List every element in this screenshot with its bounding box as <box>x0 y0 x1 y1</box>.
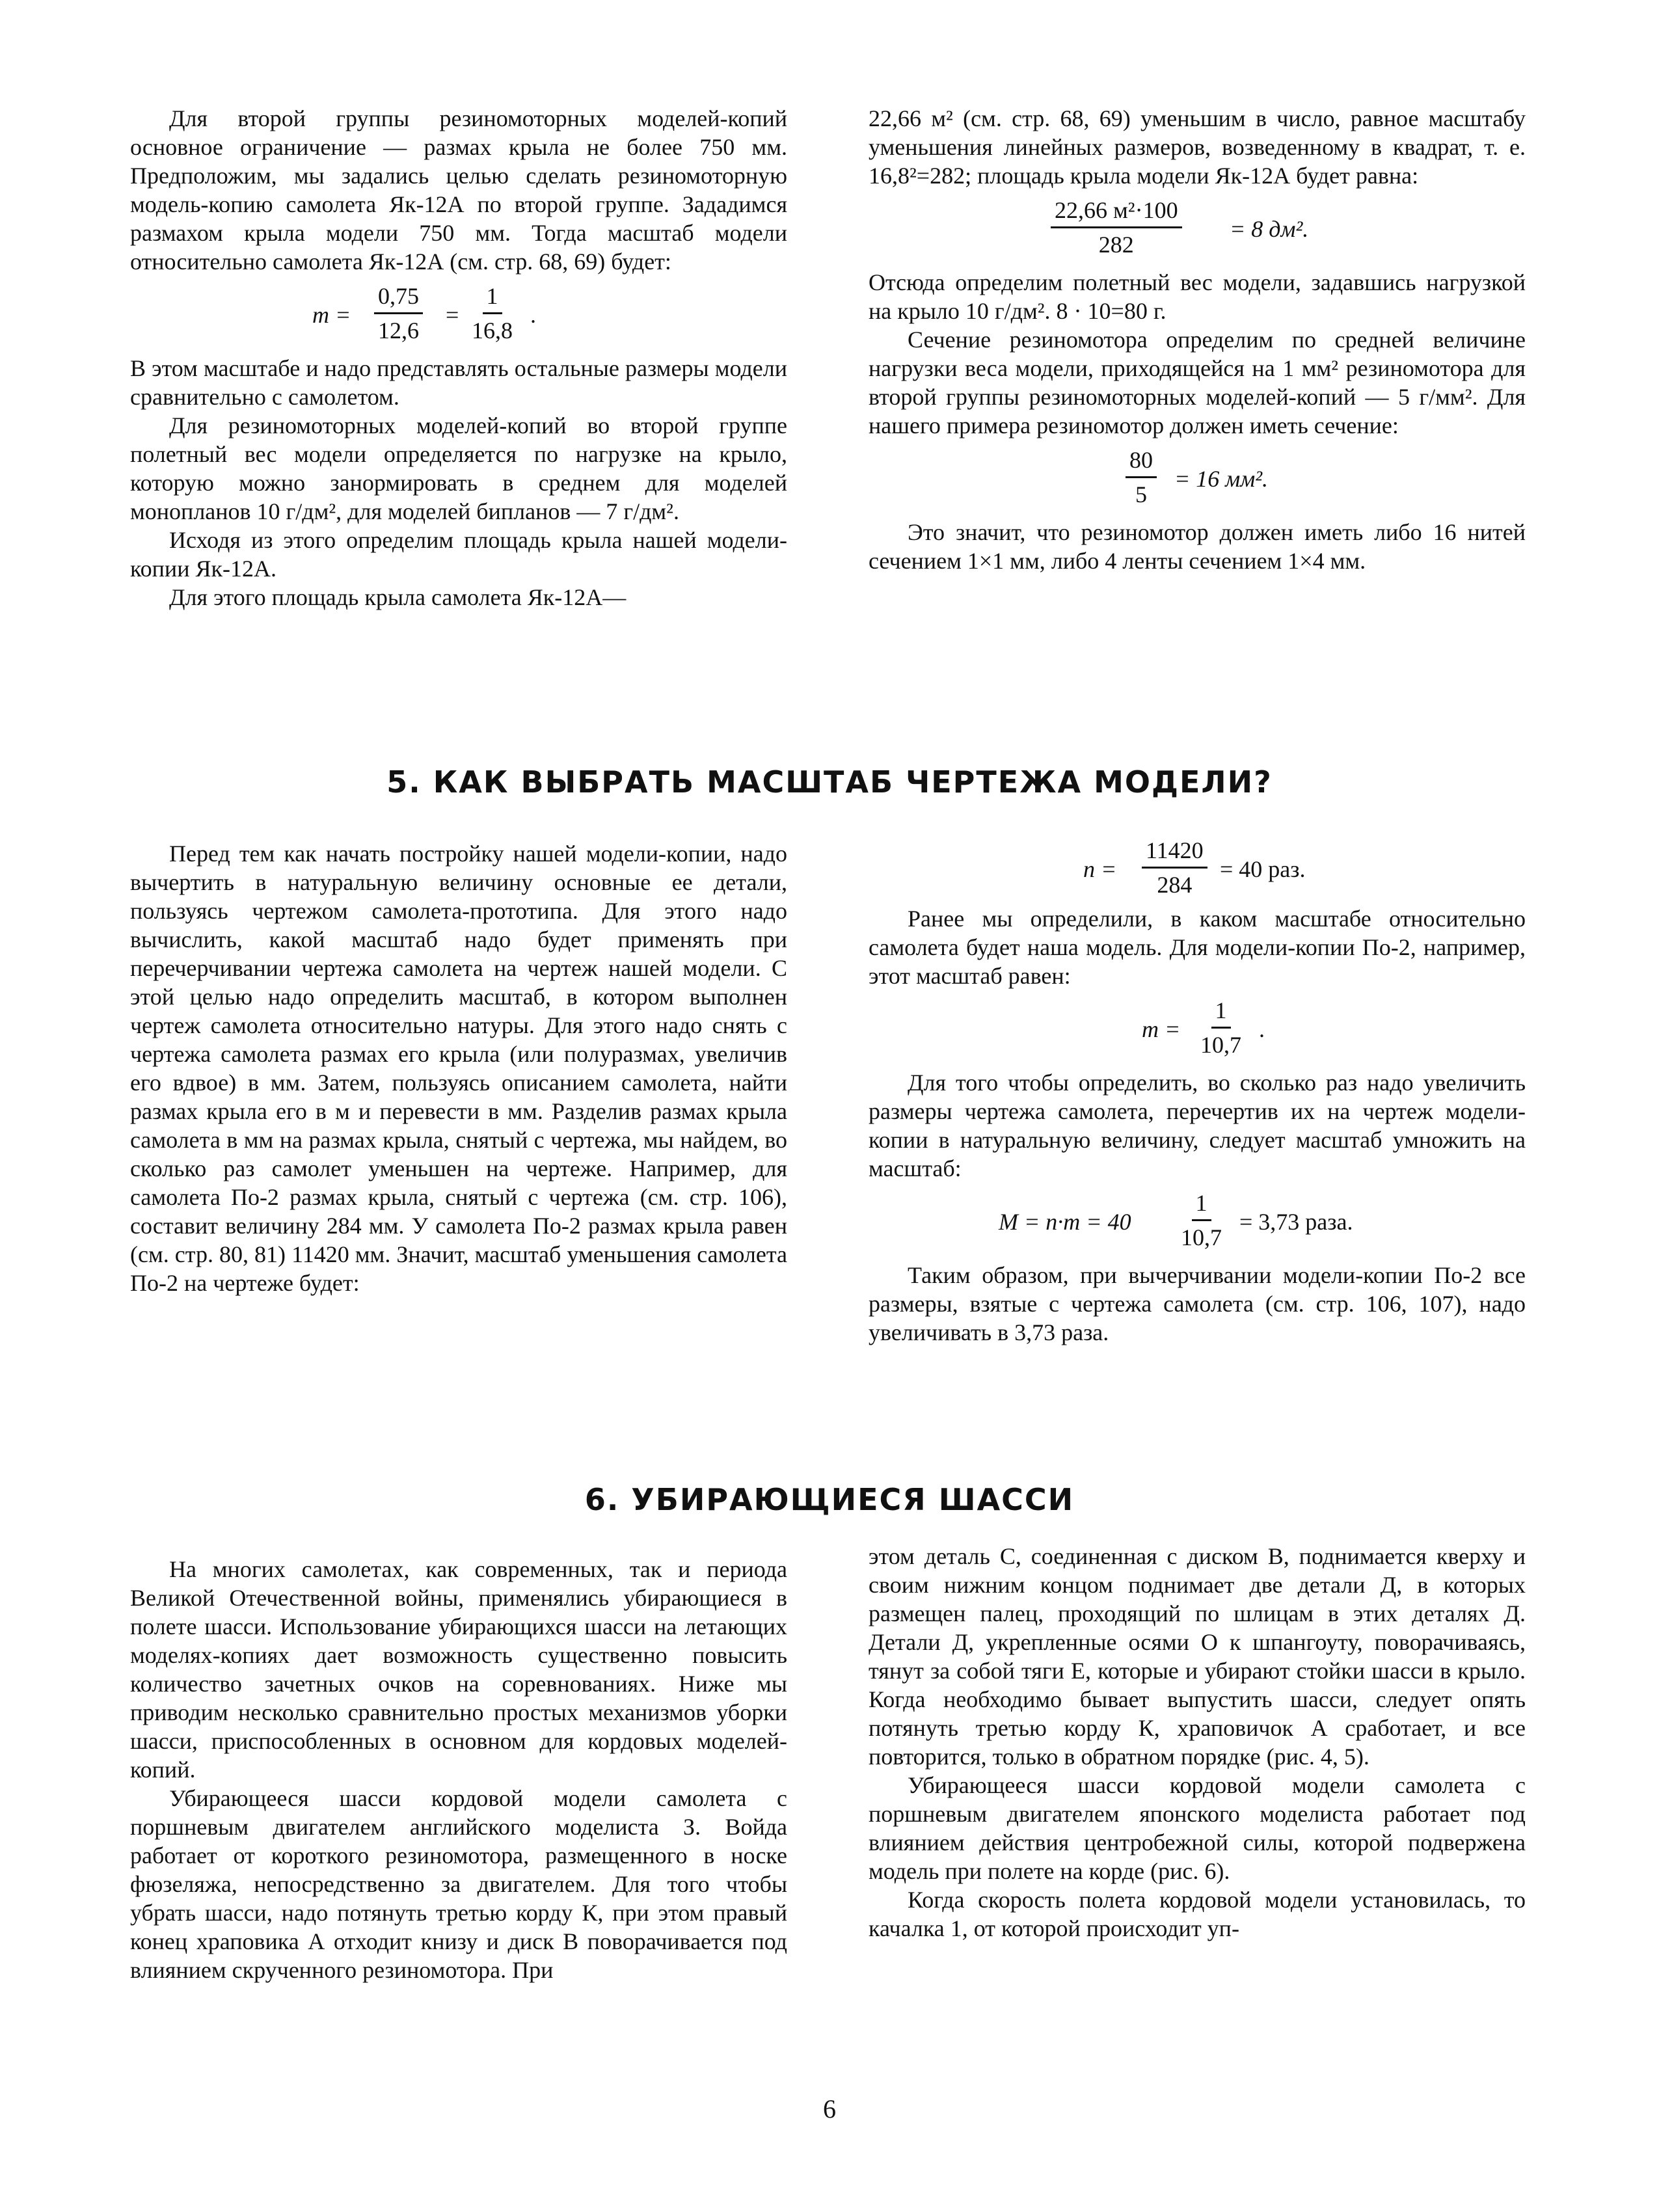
formula-wing-area: 22,66 м²·100 282 = 8 дм². <box>869 190 1526 268</box>
page-number: 6 <box>823 2094 836 2124</box>
section-6-left-column <box>130 1555 787 1984</box>
paragraph: Перед тем как начать постройку нашей модели-копии, надо вычертить в натуральную величину основные ее детали, пользуясь чертежом самолета-прототипа. Для этого надо вычислить, какой масштаб надо будет применять при перечерчивании чертежа самолета на чертеж нашей модели. С этой целью надо определить масштаб, в котором выполнен чертеж самолета относительно натуры. Для этого надо снять с чертежа самолета размах его крыла (или полуразмах, увеличив его вдвое) в мм. Затем, пользуясь описанием самолета, найти размах крыла его в м и перевести в мм. Разделив размах крыла самолета в мм на размах крыла, снятый с чертежа, мы найдем, во сколько раз самолет уменьшен на чертеже. Например, для самолета По-2 размах крыла, снятый с чертежа (см. стр. 106), составит величину 284 мм. У самолета По-2 размах крыла равен (см. стр. 80, 81) 11420 мм. Значит, масштаб уменьшения самолета По-2 на чертеже будет: <box>130 841 787 1296</box>
paragraph: 22,66 м² (см. стр. 68, 69) уменьшим в число, равное масштабу уменьшения линейных размеров, возведенному в квадрат, т. е. 16,8²=282; площадь крыла модели Як-12А будет равна: <box>869 105 1526 189</box>
formula-M: M = n·m = 40 $\frac{1}{10,7}$ = 3,73 раза. <box>999 1190 1353 1250</box>
section-5-right-column <box>869 833 1526 1347</box>
section-6-heading: 6. УБИРАЮЩИЕСЯ ШАССИ <box>584 1482 1075 1517</box>
top-right-column <box>869 104 1526 575</box>
formula-m2: m = $\frac{1}{10,7}$ . <box>1142 997 1265 1058</box>
section-5-left-column <box>130 839 787 1297</box>
paragraph: Для второй группы резиномоторных моделей-копий основное ограничение — размах крыла не более 750 мм. Предположим, мы задались целью сделать резиномоторную модель-копию самолета Як-12А по второй группе. Зададимся размахом крыла модели 750 мм. Тогда масштаб модели относительно самолета Як-12А (см. стр. 68, 69) будет: <box>130 105 787 275</box>
paragraph: На многих самолетах, как современных, так и периода Великой Отечественной войны, применялись убирающиеся в полете шасси. Использование убирающихся шасси на летающих моделях-копиях дает возможность существенно повысить количество зачетных очков на соревнованиях. Ниже мы приводим несколько сравнительно простых механизмов уборки шасси, приспособленных в основном для кордовых моделей-копий. <box>130 1556 787 1783</box>
paragraph: Убирающееся шасси кордовой модели самолета с поршневым двигателем английского моделиста З. Войда работает от короткого резиномотора, размещенного в носке фюзеляжа, непосредственно за двигателем. Для того чтобы убрать шасси, надо потянуть третью корду К, при этом правый конец храповика А отходит книзу и диск В поворачивается под влиянием скрученного резиномотора. При <box>130 1785 787 1983</box>
paragraph: В этом масштабе и надо представлять остальные размеры модели сравнительно с самолетом. <box>130 355 787 410</box>
section-5-heading: 5. КАК ВЫБРАТЬ МАСШТАБ ЧЕРТЕЖА МОДЕЛИ? <box>386 764 1273 800</box>
formula-scale-m: m = $\frac{0,75}{12,6}$ = $\frac{1}{16,8}$ . <box>312 283 536 344</box>
paragraph: Когда скорость полета кордовой модели установилась, то качалка 1, от которой происходит уп- <box>869 1887 1526 1941</box>
paragraph: Убирающееся шасси кордовой модели самолета с поршневым двигателем японского моделиста работает под влиянием действия центробежной силы, которой подвержена модель при полете на корде (рис. 6). <box>869 1772 1526 1884</box>
paragraph: Таким образом, при вычерчивании модели-копии По-2 все размеры, взятые с чертежа самолета (см. стр. 106, 107), надо увеличивать в 3,73 раза. <box>869 1262 1526 1345</box>
paragraph: Исходя из этого определим площадь крыла нашей модели-копии Як-12А. <box>130 527 787 582</box>
paragraph: Это значит, что резиномотор должен иметь либо 16 нитей сечением 1×1 мм, либо 4 ленты сечением 1×4 мм. <box>869 519 1526 574</box>
paragraph: Ранее мы определили, в каком масштабе относительно самолета будет наша модель. Для модели-копии По-2, например, этот масштаб равен: <box>869 906 1526 989</box>
paragraph: этом деталь С, соединенная с диском В, поднимается кверху и своим нижним концом поднимает две детали Д, в которых размещен палец, проходящий по шлицам в этих деталях Д. Детали Д, укрепленные осями О к шпангоуту, поворачиваясь, тянут за собой тяги Е, которые и убирают стойки шасси в крыло. Когда необходимо бывает выпустить шасси, следует опять потянуть третью корду К, храповичок А сработает, и все повторится, только в обратном порядке (рис. 4, 5). <box>869 1543 1526 1770</box>
paragraph: Для резиномоторных моделей-копий во второй группе полетный вес модели определяется по нагрузке на крыло, которую можно занормировать в среднем для моделей монопланов 10 г/дм², для моделей бипланов — 7 г/дм². <box>130 412 787 524</box>
section-6-right-column <box>869 1542 1526 1943</box>
paragraph: Сечение резиномотора определим по средней величине нагрузки веса модели, приходящейся на 1 мм² резиномотора для второй группы резиномоторных моделей-копий — 5 г/мм². Для нашего примера резиномотор должен иметь сечение: <box>869 327 1526 438</box>
formula-n: n = $\frac{11420}{284}$ = 40 раз. <box>1083 837 1306 898</box>
top-left-column <box>130 104 787 612</box>
paragraph: Для того чтобы определить, во сколько раз надо увеличить размеры чертежа самолета, перечертив их на чертеж модели-копии в натуральную величину, следует масштаб умножить на масштаб: <box>869 1070 1526 1181</box>
paragraph: Отсюда определим полетный вес модели, задавшись нагрузкой на крыло 10 г/дм². 8 · 10=80 г. <box>869 269 1526 324</box>
formula-section: $\frac{80}{5}$ = 16 мм². <box>869 440 1526 518</box>
paragraph: Для этого площадь крыла самолета Як-12А— <box>169 584 627 610</box>
